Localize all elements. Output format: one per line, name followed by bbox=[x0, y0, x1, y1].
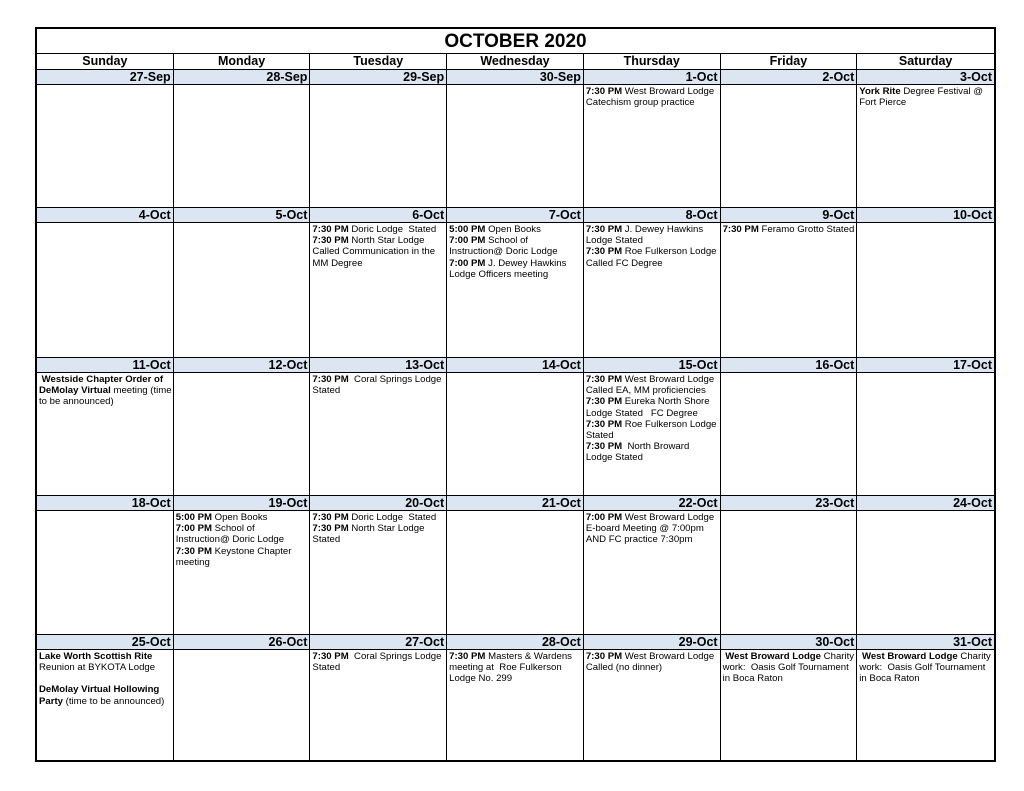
event-time: 7:30 PM bbox=[449, 651, 486, 662]
calendar-title: OCTOBER 2020 bbox=[37, 29, 994, 54]
day-cell[interactable] bbox=[721, 635, 858, 760]
event-list bbox=[721, 650, 857, 685]
day-date: 6-Oct bbox=[310, 208, 446, 223]
event-time: York Rite bbox=[859, 86, 901, 97]
event-list bbox=[447, 373, 583, 374]
event-text: Coral Springs Lodge Stated bbox=[312, 651, 445, 674]
day-date: 28-Sep bbox=[174, 70, 310, 85]
day-cell[interactable] bbox=[174, 208, 311, 358]
event-list bbox=[857, 650, 994, 685]
event-text: North Star Lodge Stated bbox=[312, 523, 428, 546]
event-entry bbox=[176, 512, 309, 523]
event-entry bbox=[586, 86, 719, 108]
weekday-header: Monday bbox=[174, 54, 311, 69]
event-entry bbox=[312, 235, 445, 269]
event-spacer bbox=[39, 673, 172, 684]
event-entry bbox=[312, 651, 445, 673]
day-cell[interactable] bbox=[174, 70, 311, 208]
day-date: 30-Oct bbox=[721, 635, 857, 650]
event-text: Roe Fulkerson Lodge Called FC Degree bbox=[585, 246, 720, 269]
event-text: West Broward Lodge Called (no dinner) bbox=[585, 651, 720, 674]
event-list bbox=[584, 223, 720, 269]
day-cell[interactable] bbox=[310, 496, 447, 635]
event-text: Eureka North Shore Lodge Stated FC Degree bbox=[585, 396, 713, 419]
event-time: 7:30 PM bbox=[585, 651, 623, 662]
day-cell[interactable] bbox=[447, 208, 584, 358]
day-cell[interactable] bbox=[721, 70, 858, 208]
event-list bbox=[174, 650, 310, 651]
day-cell[interactable] bbox=[37, 358, 174, 496]
event-entry bbox=[586, 441, 719, 463]
event-list bbox=[584, 511, 720, 546]
event-text: Charity work: Oasis Golf Tournament in Boca Raton bbox=[859, 651, 994, 685]
event-entry bbox=[586, 224, 719, 246]
day-cell[interactable] bbox=[857, 358, 994, 496]
event-time: West Broward Lodge bbox=[859, 651, 958, 662]
day-date: 29-Sep bbox=[310, 70, 446, 85]
weekday-header: Thursday bbox=[584, 54, 721, 69]
event-text: Degree Festival @ Fort Pierce bbox=[859, 86, 986, 109]
event-time: 7:30 PM bbox=[585, 418, 623, 430]
event-list bbox=[310, 650, 446, 673]
event-list bbox=[584, 373, 720, 464]
event-entry bbox=[586, 246, 719, 268]
weekday-header: Wednesday bbox=[447, 54, 584, 69]
day-date: 11-Oct bbox=[37, 358, 173, 373]
day-date: 17-Oct bbox=[857, 358, 994, 373]
event-entry bbox=[723, 224, 856, 235]
event-text: (time to be announced) bbox=[63, 695, 165, 707]
event-time: 7:30 PM bbox=[312, 374, 349, 385]
event-list bbox=[174, 373, 310, 374]
event-entry bbox=[312, 512, 445, 523]
day-cell[interactable] bbox=[721, 358, 858, 496]
event-entry bbox=[176, 546, 309, 568]
event-text: School of Instruction@ Doric Lodge bbox=[449, 235, 558, 258]
event-entry bbox=[586, 374, 719, 396]
week-row bbox=[37, 70, 994, 208]
event-time: 7:30 PM bbox=[585, 374, 623, 385]
day-date: 9-Oct bbox=[721, 208, 857, 223]
event-time: 7:00 PM bbox=[449, 235, 486, 247]
event-list bbox=[37, 511, 173, 512]
day-date: 1-Oct bbox=[584, 70, 720, 85]
day-date: 20-Oct bbox=[310, 496, 446, 511]
event-time: 7:30 PM bbox=[175, 545, 212, 557]
event-time: 7:30 PM bbox=[312, 235, 349, 247]
event-list bbox=[447, 511, 583, 512]
day-date: 5-Oct bbox=[174, 208, 310, 223]
event-list bbox=[37, 85, 173, 86]
event-list bbox=[447, 85, 583, 86]
weekday-header: Sunday bbox=[37, 54, 174, 69]
event-entry bbox=[586, 396, 719, 418]
event-entry bbox=[449, 235, 582, 257]
event-text: Open Books bbox=[211, 512, 268, 523]
day-date: 21-Oct bbox=[447, 496, 583, 511]
event-entry bbox=[312, 523, 445, 545]
event-text: Feramo Grotto Stated bbox=[758, 224, 855, 235]
event-text: Keystone Chapter meeting bbox=[175, 545, 295, 568]
event-entry bbox=[449, 651, 582, 685]
event-list bbox=[857, 511, 994, 512]
event-list bbox=[857, 85, 994, 108]
event-list bbox=[721, 85, 857, 86]
event-list bbox=[857, 223, 994, 224]
event-time: 7:00 PM bbox=[449, 257, 486, 269]
event-text: School of Instruction@ Doric Lodge bbox=[175, 523, 285, 546]
day-cell[interactable] bbox=[584, 70, 721, 208]
event-text: West Broward Lodge E-board Meeting @ 7:00pm AND FC practice 7:30pm bbox=[585, 512, 720, 546]
calendar bbox=[35, 27, 996, 762]
event-text: West Broward Lodge Called EA, MM proficiencies bbox=[585, 374, 720, 397]
event-time: Westside Chapter Order of DeMolay Virtual bbox=[39, 374, 166, 397]
week-row bbox=[37, 496, 994, 635]
event-text: Open Books bbox=[485, 224, 541, 235]
day-cell[interactable] bbox=[174, 496, 311, 635]
day-cell[interactable] bbox=[174, 358, 311, 496]
event-text: J. Dewey Hawkins Lodge Officers meeting bbox=[449, 257, 570, 280]
week-row bbox=[37, 358, 994, 496]
event-entry bbox=[176, 523, 309, 545]
event-time: 7:30 PM bbox=[312, 512, 349, 523]
day-cell[interactable] bbox=[584, 208, 721, 358]
calendar-grid bbox=[37, 70, 994, 760]
event-time: 5:00 PM bbox=[175, 512, 212, 523]
event-text: Masters & Wardens meeting at Roe Fulkerson Lodge No. 299 bbox=[449, 651, 575, 685]
event-list bbox=[857, 373, 994, 374]
weekday-header: Friday bbox=[721, 54, 858, 69]
day-cell[interactable] bbox=[721, 208, 858, 358]
event-text: J. Dewey Hawkins Lodge Stated bbox=[585, 224, 706, 247]
day-date: 3-Oct bbox=[857, 70, 994, 85]
event-entry bbox=[449, 258, 582, 280]
day-cell[interactable] bbox=[447, 496, 584, 635]
event-text: North Star Lodge Called Communication in the MM Degree bbox=[312, 235, 438, 269]
event-text: Charity work: Oasis Golf Tournament in Boca Raton bbox=[722, 651, 857, 685]
event-list bbox=[37, 373, 173, 408]
day-date: 23-Oct bbox=[721, 496, 857, 511]
day-date: 12-Oct bbox=[174, 358, 310, 373]
day-cell[interactable] bbox=[857, 208, 994, 358]
event-text: Reunion at BYKOTA Lodge bbox=[39, 651, 156, 674]
event-time: West Broward Lodge bbox=[722, 651, 822, 662]
day-date: 14-Oct bbox=[447, 358, 583, 373]
event-time: 7:30 PM bbox=[722, 224, 759, 235]
event-list bbox=[310, 373, 446, 396]
event-text: Coral Springs Lodge Stated bbox=[312, 374, 445, 397]
day-cell[interactable] bbox=[310, 635, 447, 760]
event-time: 7:30 PM bbox=[312, 651, 349, 662]
day-cell[interactable] bbox=[721, 496, 858, 635]
day-cell[interactable] bbox=[584, 496, 721, 635]
event-list bbox=[584, 650, 720, 673]
week-row bbox=[37, 208, 994, 358]
event-text: Doric Lodge Stated bbox=[348, 512, 437, 523]
event-time: DeMolay Virtual Hollowing Party bbox=[39, 684, 162, 707]
day-cell[interactable] bbox=[857, 635, 994, 760]
event-time: 5:00 PM bbox=[449, 224, 486, 235]
week-row bbox=[37, 635, 994, 760]
event-entry bbox=[723, 651, 856, 685]
day-cell[interactable] bbox=[174, 635, 311, 760]
event-list bbox=[174, 511, 310, 568]
event-list bbox=[174, 85, 310, 86]
event-time: 7:30 PM bbox=[585, 86, 623, 97]
day-date: 18-Oct bbox=[37, 496, 173, 511]
event-entry bbox=[39, 651, 172, 673]
event-text: Doric Lodge Stated bbox=[348, 224, 437, 235]
weekday-header-row bbox=[37, 54, 994, 70]
event-list bbox=[310, 511, 446, 546]
day-date: 22-Oct bbox=[584, 496, 720, 511]
event-time: 7:30 PM bbox=[585, 224, 623, 235]
event-list bbox=[37, 650, 173, 707]
day-cell[interactable] bbox=[857, 496, 994, 635]
day-cell[interactable] bbox=[37, 496, 174, 635]
event-entry bbox=[39, 684, 172, 706]
event-list bbox=[174, 223, 310, 224]
day-date: 15-Oct bbox=[584, 358, 720, 373]
event-text: Roe Fulkerson Lodge Stated bbox=[585, 418, 720, 442]
event-list bbox=[721, 373, 857, 374]
event-text: North Broward Lodge Stated bbox=[585, 441, 692, 464]
day-date: 27-Oct bbox=[310, 635, 446, 650]
event-text: meeting (time to be announced) bbox=[39, 385, 175, 408]
event-time: Lake Worth Scottish Rite bbox=[39, 651, 153, 662]
day-date: 4-Oct bbox=[37, 208, 173, 223]
day-date: 8-Oct bbox=[584, 208, 720, 223]
day-date: 27-Sep bbox=[37, 70, 173, 85]
event-list bbox=[721, 511, 857, 512]
event-list bbox=[310, 85, 446, 86]
event-time: 7:00 PM bbox=[175, 523, 212, 535]
day-cell[interactable] bbox=[584, 358, 721, 496]
event-entry bbox=[586, 419, 719, 441]
event-list bbox=[721, 223, 857, 235]
event-entry bbox=[449, 224, 582, 235]
event-text: West Broward Lodge Catechism group practice bbox=[585, 86, 720, 109]
event-list bbox=[310, 223, 446, 269]
day-date: 31-Oct bbox=[857, 635, 994, 650]
day-date: 7-Oct bbox=[447, 208, 583, 223]
day-date: 19-Oct bbox=[174, 496, 310, 511]
day-cell[interactable] bbox=[37, 635, 174, 760]
day-cell[interactable] bbox=[37, 208, 174, 358]
day-date: 24-Oct bbox=[857, 496, 994, 511]
day-cell[interactable] bbox=[447, 358, 584, 496]
weekday-header: Tuesday bbox=[310, 54, 447, 69]
day-date: 29-Oct bbox=[584, 635, 720, 650]
day-cell[interactable] bbox=[447, 635, 584, 760]
event-time: 7:00 PM bbox=[585, 512, 623, 523]
weekday-header: Saturday bbox=[898, 54, 953, 68]
day-cell[interactable] bbox=[857, 70, 994, 208]
day-date: 10-Oct bbox=[857, 208, 994, 223]
event-time: 7:30 PM bbox=[585, 396, 623, 408]
event-list bbox=[37, 223, 173, 224]
event-list bbox=[447, 223, 583, 280]
event-entry bbox=[586, 512, 719, 546]
event-entry bbox=[859, 86, 993, 108]
day-date: 25-Oct bbox=[37, 635, 173, 650]
day-cell[interactable] bbox=[584, 635, 721, 760]
event-entry bbox=[859, 651, 993, 685]
day-date: 28-Oct bbox=[447, 635, 583, 650]
day-date: 2-Oct bbox=[721, 70, 857, 85]
day-cell[interactable] bbox=[37, 70, 174, 208]
event-time: 7:30 PM bbox=[312, 224, 349, 235]
event-entry bbox=[312, 224, 445, 235]
event-time: 7:30 PM bbox=[585, 246, 623, 258]
event-list bbox=[584, 85, 720, 108]
event-entry bbox=[39, 374, 175, 408]
event-entry bbox=[312, 374, 445, 396]
day-cell[interactable] bbox=[447, 70, 584, 208]
day-date: 26-Oct bbox=[174, 635, 310, 650]
day-date: 13-Oct bbox=[310, 358, 446, 373]
event-entry bbox=[586, 651, 719, 673]
event-time: 7:30 PM bbox=[585, 441, 623, 453]
day-cell[interactable] bbox=[310, 70, 447, 208]
day-cell[interactable] bbox=[310, 208, 447, 358]
day-date: 30-Sep bbox=[447, 70, 583, 85]
day-date: 16-Oct bbox=[721, 358, 857, 373]
event-list bbox=[447, 650, 583, 685]
event-time: 7:30 PM bbox=[312, 523, 349, 535]
day-cell[interactable] bbox=[310, 358, 447, 496]
